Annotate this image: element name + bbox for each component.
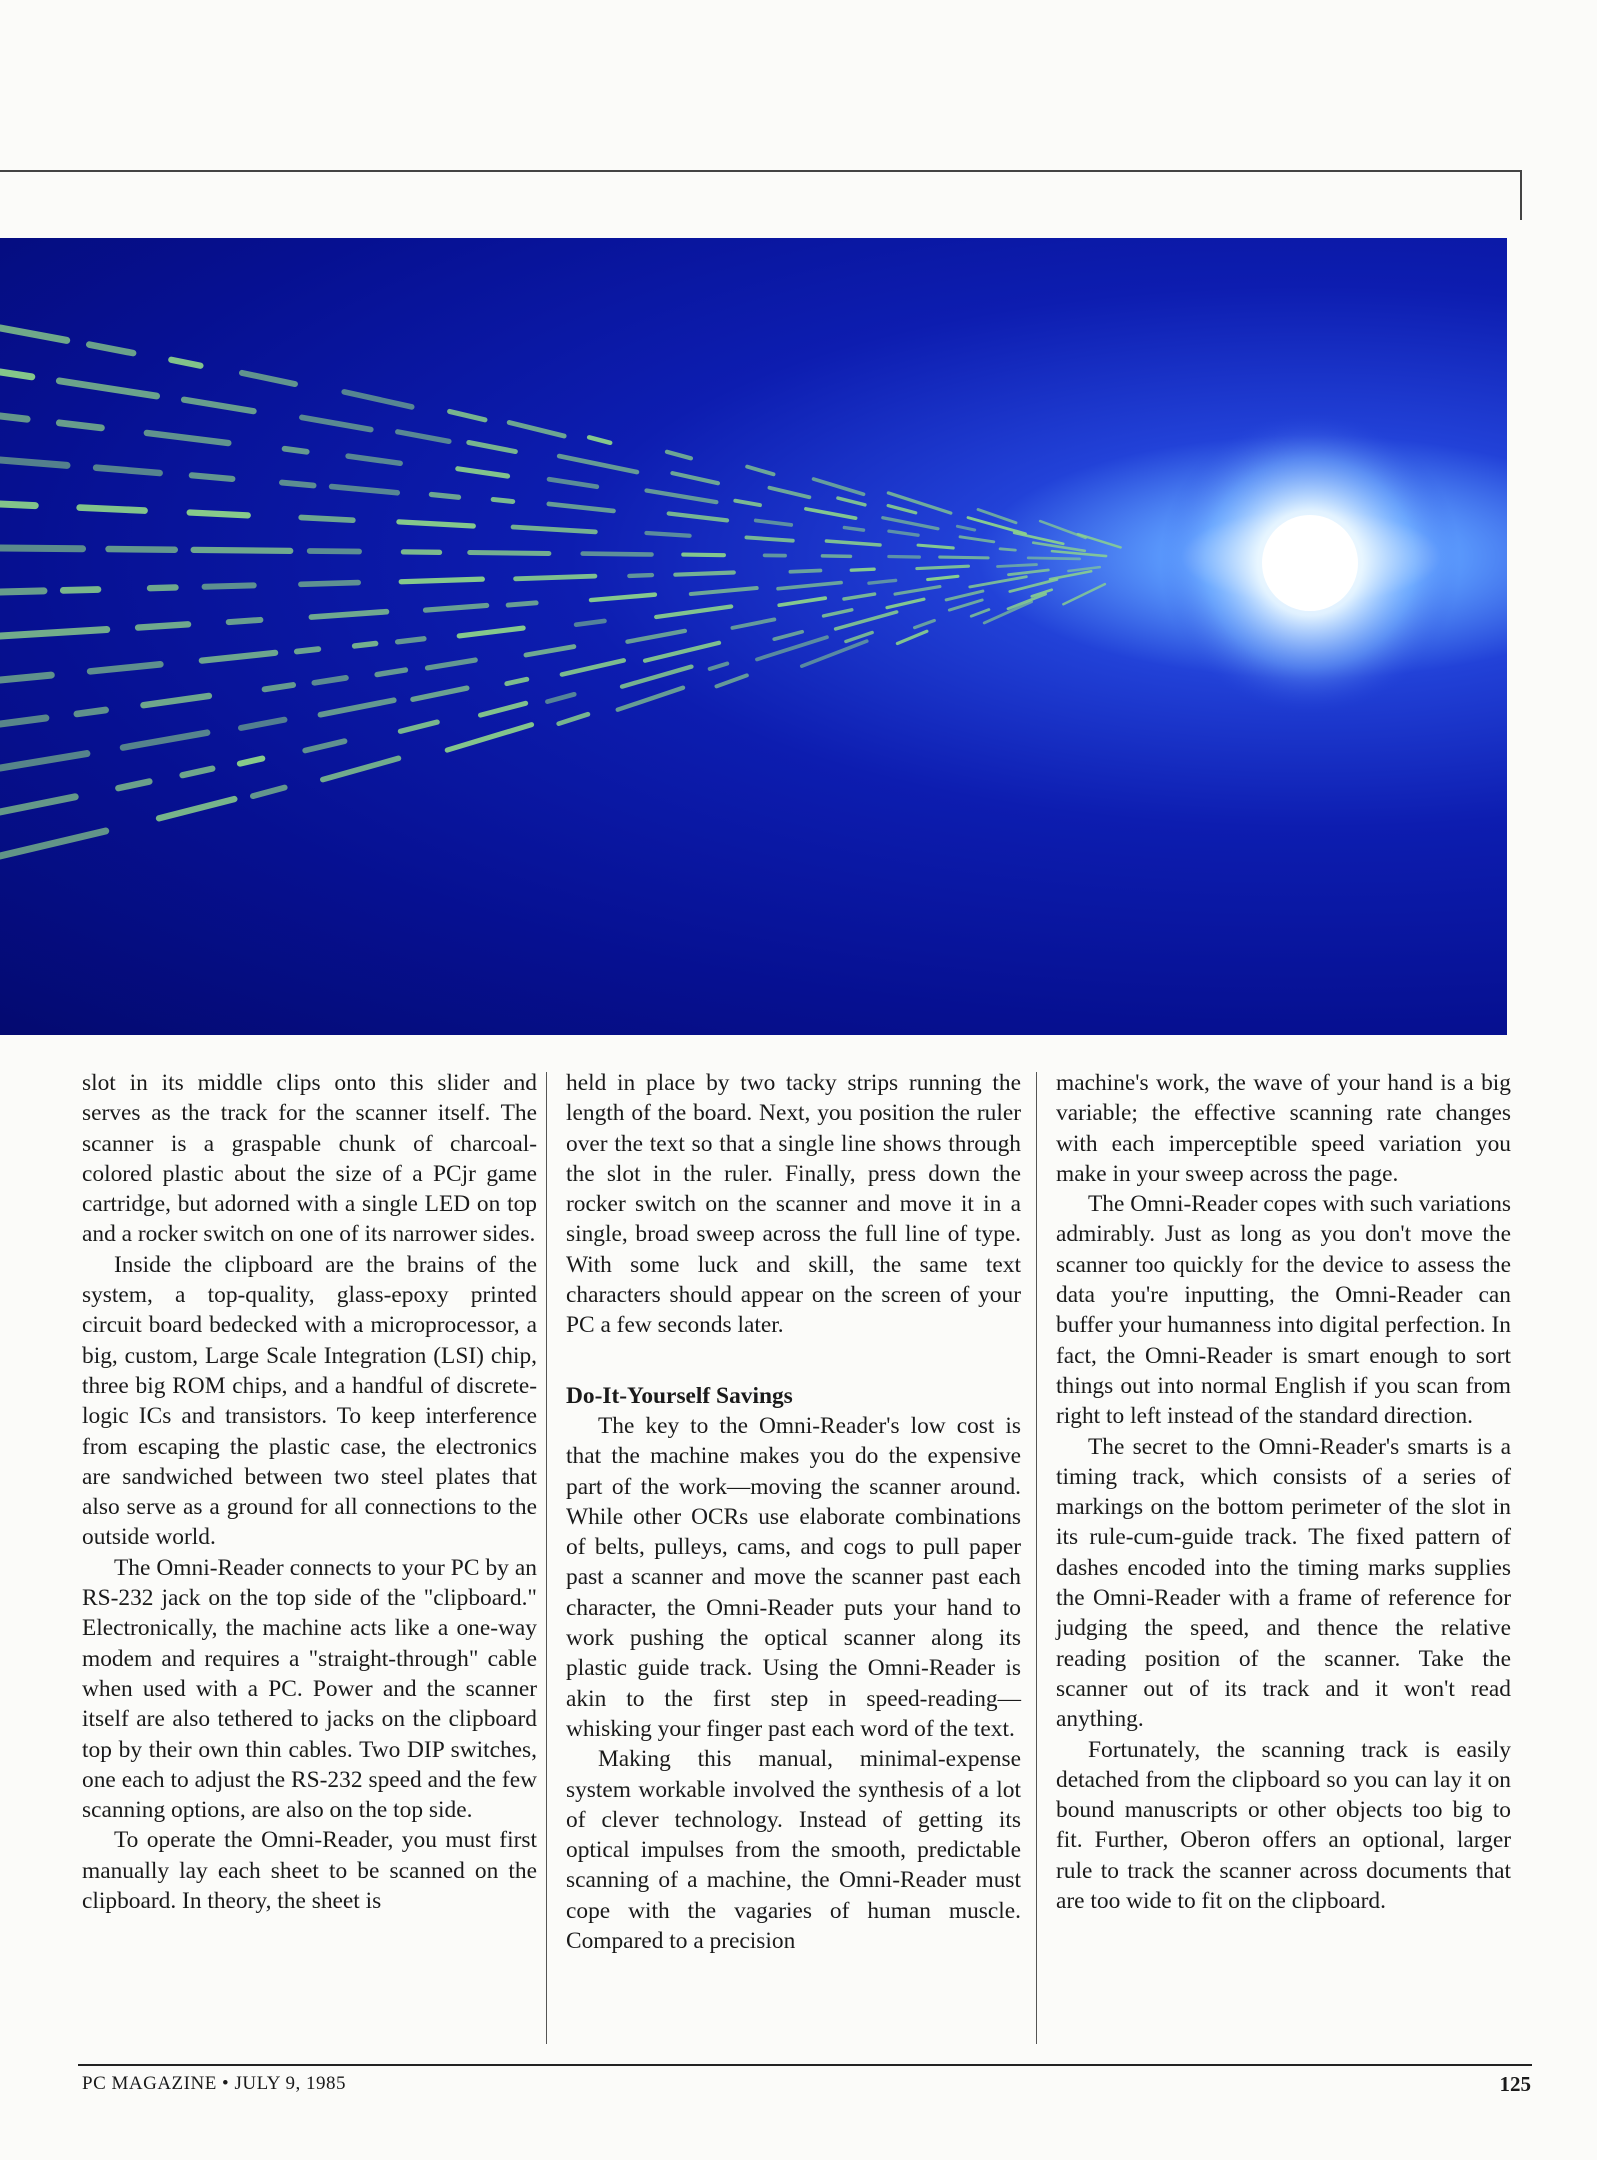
light-source-core bbox=[1262, 515, 1358, 611]
beam-dash bbox=[928, 576, 958, 579]
beam-dash bbox=[184, 400, 254, 411]
beam-dash bbox=[802, 641, 867, 666]
beam-dash bbox=[984, 602, 1031, 623]
beam-dash bbox=[667, 452, 691, 459]
beam-dash bbox=[672, 473, 717, 483]
beam-dash bbox=[732, 619, 774, 627]
beam-dash bbox=[0, 416, 27, 419]
beam-dash bbox=[757, 637, 827, 659]
beam-dash bbox=[305, 741, 344, 750]
paragraph: The key to the Omni-Reader's low cost is that the machine makes you do the expensive part of the work—moving the scanner around. While other OCRs use elaborate combinations of belts, pulleys, cams, and cogs to pull paper past a scanner and move the scanner past each character, the Omni-Reader puts your hand to work pushing the optical scanner along its plastic guide track. Using the Omni-Reader is akin to the first step in speed-reading—whisking your finger past each word of the text. bbox=[566, 1412, 1021, 1742]
beam-dash bbox=[398, 639, 424, 642]
beam-dash bbox=[889, 557, 919, 558]
beam-dash bbox=[192, 475, 232, 479]
beam-dash bbox=[138, 624, 188, 627]
beam-dash bbox=[431, 495, 458, 498]
beam-dash bbox=[96, 468, 159, 473]
beam-dash bbox=[344, 392, 412, 407]
beam-dash bbox=[779, 598, 825, 605]
beam-dash bbox=[917, 566, 969, 568]
beam-dash bbox=[253, 788, 285, 797]
beam-dash bbox=[547, 694, 574, 701]
beam-dash bbox=[549, 504, 614, 511]
beam-dash bbox=[493, 499, 513, 501]
beam-dash bbox=[310, 551, 359, 552]
beam-dash bbox=[836, 612, 897, 629]
beam-dash bbox=[915, 621, 935, 628]
beam-dash bbox=[0, 460, 67, 465]
beam-dash bbox=[459, 628, 523, 636]
beam-dash bbox=[143, 696, 208, 705]
beam-dash bbox=[897, 631, 926, 643]
beam-dash bbox=[888, 493, 950, 513]
beam-dash bbox=[399, 522, 473, 526]
beam-dash bbox=[183, 769, 213, 776]
beam-dash bbox=[109, 549, 175, 550]
beam-dash bbox=[691, 588, 757, 594]
beam-dash bbox=[769, 488, 809, 498]
beam-dash bbox=[790, 571, 820, 572]
beam-dash bbox=[311, 612, 386, 617]
beam-dash bbox=[469, 443, 516, 452]
beam-dash bbox=[940, 557, 988, 558]
beam-dash bbox=[0, 548, 83, 549]
beam-dash bbox=[683, 555, 724, 556]
beam-dash bbox=[171, 360, 200, 366]
beam-dash bbox=[0, 718, 46, 724]
beam-dash bbox=[398, 432, 449, 442]
beam-dash bbox=[1000, 549, 1015, 550]
beam-dash bbox=[302, 417, 371, 429]
beam-dash bbox=[323, 758, 399, 779]
beam-dash bbox=[0, 797, 75, 812]
beam-dash bbox=[480, 703, 525, 715]
beam-dash bbox=[77, 710, 106, 714]
beam-dash bbox=[1050, 571, 1091, 579]
beam-dash bbox=[332, 487, 398, 493]
beam-dash bbox=[998, 565, 1037, 567]
beam-dash bbox=[242, 373, 295, 384]
beam-dash bbox=[844, 594, 875, 599]
beam-dash bbox=[838, 498, 865, 505]
beam-dash bbox=[756, 520, 791, 524]
beam-dash bbox=[194, 550, 291, 551]
beam-dash bbox=[63, 589, 98, 590]
beam-dash bbox=[1008, 594, 1046, 609]
beam-dash bbox=[377, 670, 405, 675]
beam-dash bbox=[970, 577, 1026, 587]
scanner-beam-graphic bbox=[0, 238, 1507, 1035]
beam-dash bbox=[0, 591, 44, 592]
beam-dash bbox=[458, 469, 508, 476]
beam-dash bbox=[806, 509, 856, 518]
beam-dash bbox=[508, 603, 536, 605]
beam-dash bbox=[470, 553, 549, 554]
beam-dash bbox=[887, 599, 924, 607]
beam-dash bbox=[159, 799, 234, 818]
beam-dash bbox=[0, 328, 67, 340]
beam-dash bbox=[949, 600, 982, 610]
beam-dash bbox=[710, 664, 728, 669]
beam-dash bbox=[301, 583, 358, 585]
beam-dash bbox=[647, 490, 717, 502]
beam-dash bbox=[314, 678, 346, 683]
beam-dash bbox=[90, 664, 160, 671]
beam-dash bbox=[647, 533, 690, 536]
beam-dash bbox=[205, 585, 254, 586]
beam-dash bbox=[583, 554, 652, 555]
paragraph: Making this manual, minimal-expense system workable involved the synthesis of a lot of clever technology. Instead of getting its optical impulses from the smooth, predictable scanning of a machine, the Omni-Reader must cope with the vagaries of human muscle. Compared to a precision bbox=[566, 1746, 1021, 1955]
beam-dash bbox=[669, 513, 727, 520]
beam-dash bbox=[355, 644, 376, 646]
paragraph: machine's work, the wave of your hand is a big variable; the effective scanning rate changes with each imperceptible speed variation you make in your sweep across the page. bbox=[1056, 1070, 1511, 1187]
beam-dash bbox=[889, 531, 918, 535]
paragraph: The secret to the Omni-Reader's smarts is a timing track, which consists of a series of markings on the bottom perimeter of the slot in its rule-cum-guide track. The fixed pattern of dashes encoded into the timing marks supplies the Omni-Reader with a frame of reference for judging the speed, and thence the relative reading position of the scanner. Take the scanner out of its track and it won't read anything. bbox=[1056, 1433, 1511, 1733]
beam-dash bbox=[746, 537, 792, 540]
beam-dash bbox=[576, 621, 604, 625]
beam-dash bbox=[844, 528, 863, 531]
beam-dash bbox=[1068, 567, 1099, 571]
beam-dash bbox=[918, 545, 953, 548]
beam-dash bbox=[971, 610, 989, 617]
beam-dash bbox=[413, 688, 467, 699]
beam-dash bbox=[401, 579, 482, 582]
beam-dash bbox=[747, 467, 773, 475]
beam-dash bbox=[89, 345, 133, 353]
beam-dash bbox=[968, 518, 1025, 534]
beam-dash bbox=[123, 733, 207, 748]
paragraph: Inside the clipboard are the brains of the system, a top-quality, glass-epoxy printed circuit board bedecked with a microprocessor, a big, custom, Large Scale Integration (LSI) chip, three big ROM chips, and a handful of discrete-logic ICs and transistors. To keep interference from escaping the plastic case, the electronics are sandwiched between two steel plates that also serve as a ground for all connections to the outside world. bbox=[82, 1251, 537, 1551]
beam-dash bbox=[960, 537, 994, 542]
beam-dash bbox=[450, 411, 485, 419]
beam-dash bbox=[240, 759, 262, 764]
beam-dash bbox=[591, 595, 655, 600]
beam-dash bbox=[888, 506, 916, 513]
beam-dash bbox=[428, 660, 476, 668]
beam-dash bbox=[118, 782, 149, 789]
article-column-3 bbox=[1056, 1068, 1511, 1916]
beam-dash bbox=[629, 575, 652, 576]
beam-dash bbox=[348, 456, 400, 463]
beam-dash bbox=[513, 527, 595, 532]
beam-dash bbox=[241, 720, 284, 728]
page-number: 125 bbox=[1499, 2072, 1531, 2096]
beam-dash bbox=[509, 423, 564, 436]
beam-dash bbox=[1063, 584, 1105, 604]
article-column-1 bbox=[82, 1068, 537, 1916]
beam-dash bbox=[957, 526, 974, 530]
beam-dash bbox=[59, 381, 156, 396]
beam-dash bbox=[559, 714, 588, 723]
beam-dash bbox=[1052, 551, 1106, 556]
beam-dash bbox=[0, 630, 107, 636]
beam-dash bbox=[735, 501, 760, 505]
article-column-2 bbox=[566, 1068, 1021, 1956]
section-heading: Do-It-Yourself Savings bbox=[566, 1382, 793, 1409]
beam-dash bbox=[1078, 534, 1121, 547]
beam-dash bbox=[824, 610, 852, 616]
beam-dash bbox=[526, 647, 574, 655]
beam-dash bbox=[627, 631, 684, 642]
beam-dash bbox=[80, 508, 145, 511]
beam-dash bbox=[320, 700, 393, 714]
beam-dash bbox=[851, 569, 874, 570]
beam-dash bbox=[717, 675, 747, 686]
beam-dash bbox=[774, 632, 802, 639]
beam-dash bbox=[814, 479, 864, 494]
beam-dash bbox=[618, 688, 683, 710]
top-frame-rule bbox=[0, 170, 1522, 220]
publication-line: PC MAGAZINE • JULY 9, 1985 bbox=[82, 2073, 347, 2094]
beam-dash bbox=[869, 580, 896, 583]
beam-dash bbox=[297, 649, 318, 651]
beam-dash bbox=[202, 653, 275, 661]
beam-dash bbox=[559, 456, 637, 472]
beam-dash bbox=[447, 725, 531, 750]
beam-dash bbox=[549, 479, 597, 486]
beam-dash bbox=[1028, 558, 1079, 559]
paragraph: The Omni-Reader connects to your PC by an RS-232 jack on the top side of the "clipboard." Electronically, the machine acts like a one-way modem and requires a "straight-through" cable when used with a PC. Power and the scanner itself are also tethered to jacks on the clipboard top by their own thin cables. Two DIP switches, one each to adjust the RS-232 speed and the few scanning options, are also on the top side. bbox=[82, 1554, 537, 1824]
beam-dash bbox=[0, 372, 32, 377]
beam-dash bbox=[645, 643, 719, 661]
beam-dash bbox=[895, 587, 940, 595]
paragraph: To operate the Omni-Reader, you must first manually lay each sheet to be scanned on the clipboard. In theory, the sheet is bbox=[82, 1827, 537, 1915]
beam-dash bbox=[0, 754, 87, 768]
beam-dash bbox=[675, 572, 733, 574]
beam-dash bbox=[516, 576, 595, 579]
beam-dash bbox=[622, 667, 691, 687]
beam-dash bbox=[507, 679, 527, 683]
beam-dash bbox=[562, 660, 624, 674]
beam-dash bbox=[425, 605, 486, 610]
beam-dash bbox=[0, 675, 51, 680]
beam-dash bbox=[59, 423, 101, 428]
paragraph: held in place by two tacky strips running the length of the board. Next, you position the ruler over the text so that a single line shows through the slot in the ruler. Finally, press down the rocker switch on the scanner and move it in a single, broad sweep across the full line of type. With some luck and skill, the same text characters should appear on the screen of your PC a few seconds later. bbox=[566, 1070, 1021, 1339]
beam-dash bbox=[265, 685, 293, 689]
beam-dash bbox=[946, 591, 983, 600]
beam-dash bbox=[656, 606, 731, 617]
scanner-illustration bbox=[0, 238, 1507, 1035]
beam-dash bbox=[589, 437, 610, 442]
beam-dash bbox=[778, 583, 841, 589]
paragraph: Fortunately, the scanning track is easily detached from the clipboard so you can lay it on bound manuscripts or other objects too big to fit. Further, Oberon offers an optional, larger rule to track the scanner across documents that are too wide to fit on the clipboard. bbox=[1056, 1736, 1511, 1915]
beam-dash bbox=[301, 517, 353, 520]
beam-dash bbox=[400, 722, 437, 731]
beam-dash bbox=[0, 831, 106, 856]
paragraph: slot in its middle clips onto this slider and serves as the track for the scanner itself. The scanner is a graspable chunk of charcoal-colored plastic about the size of a PCjr game cartridge, but adorned with a single LED on top and a rocker switch on one of its narrower sides. bbox=[82, 1070, 537, 1248]
beam-dash bbox=[147, 433, 228, 443]
beam-dash bbox=[1008, 570, 1048, 575]
beam-dash bbox=[883, 518, 938, 529]
beam-dash bbox=[0, 504, 35, 506]
beam-dash bbox=[190, 512, 248, 515]
beam-dash bbox=[282, 483, 314, 486]
beam-dash bbox=[150, 587, 175, 588]
beam-dash bbox=[826, 541, 880, 545]
column-divider bbox=[546, 1072, 547, 2044]
column-divider bbox=[1036, 1072, 1037, 2044]
footer-rule bbox=[78, 2064, 1532, 2066]
beam-dash bbox=[229, 620, 261, 622]
paragraph: The Omni-Reader copes with such variations admirably. Just as long as you don't move the scanner too quickly for the device to assess the data you're inputting, the Omni-Reader can buffer your humanness into digital perfection. In fact, the Omni-Reader is smart enough to sort things out into normal English if you scan from right to left instead of the standard direction. bbox=[1056, 1191, 1511, 1430]
beam-dash bbox=[285, 449, 307, 452]
